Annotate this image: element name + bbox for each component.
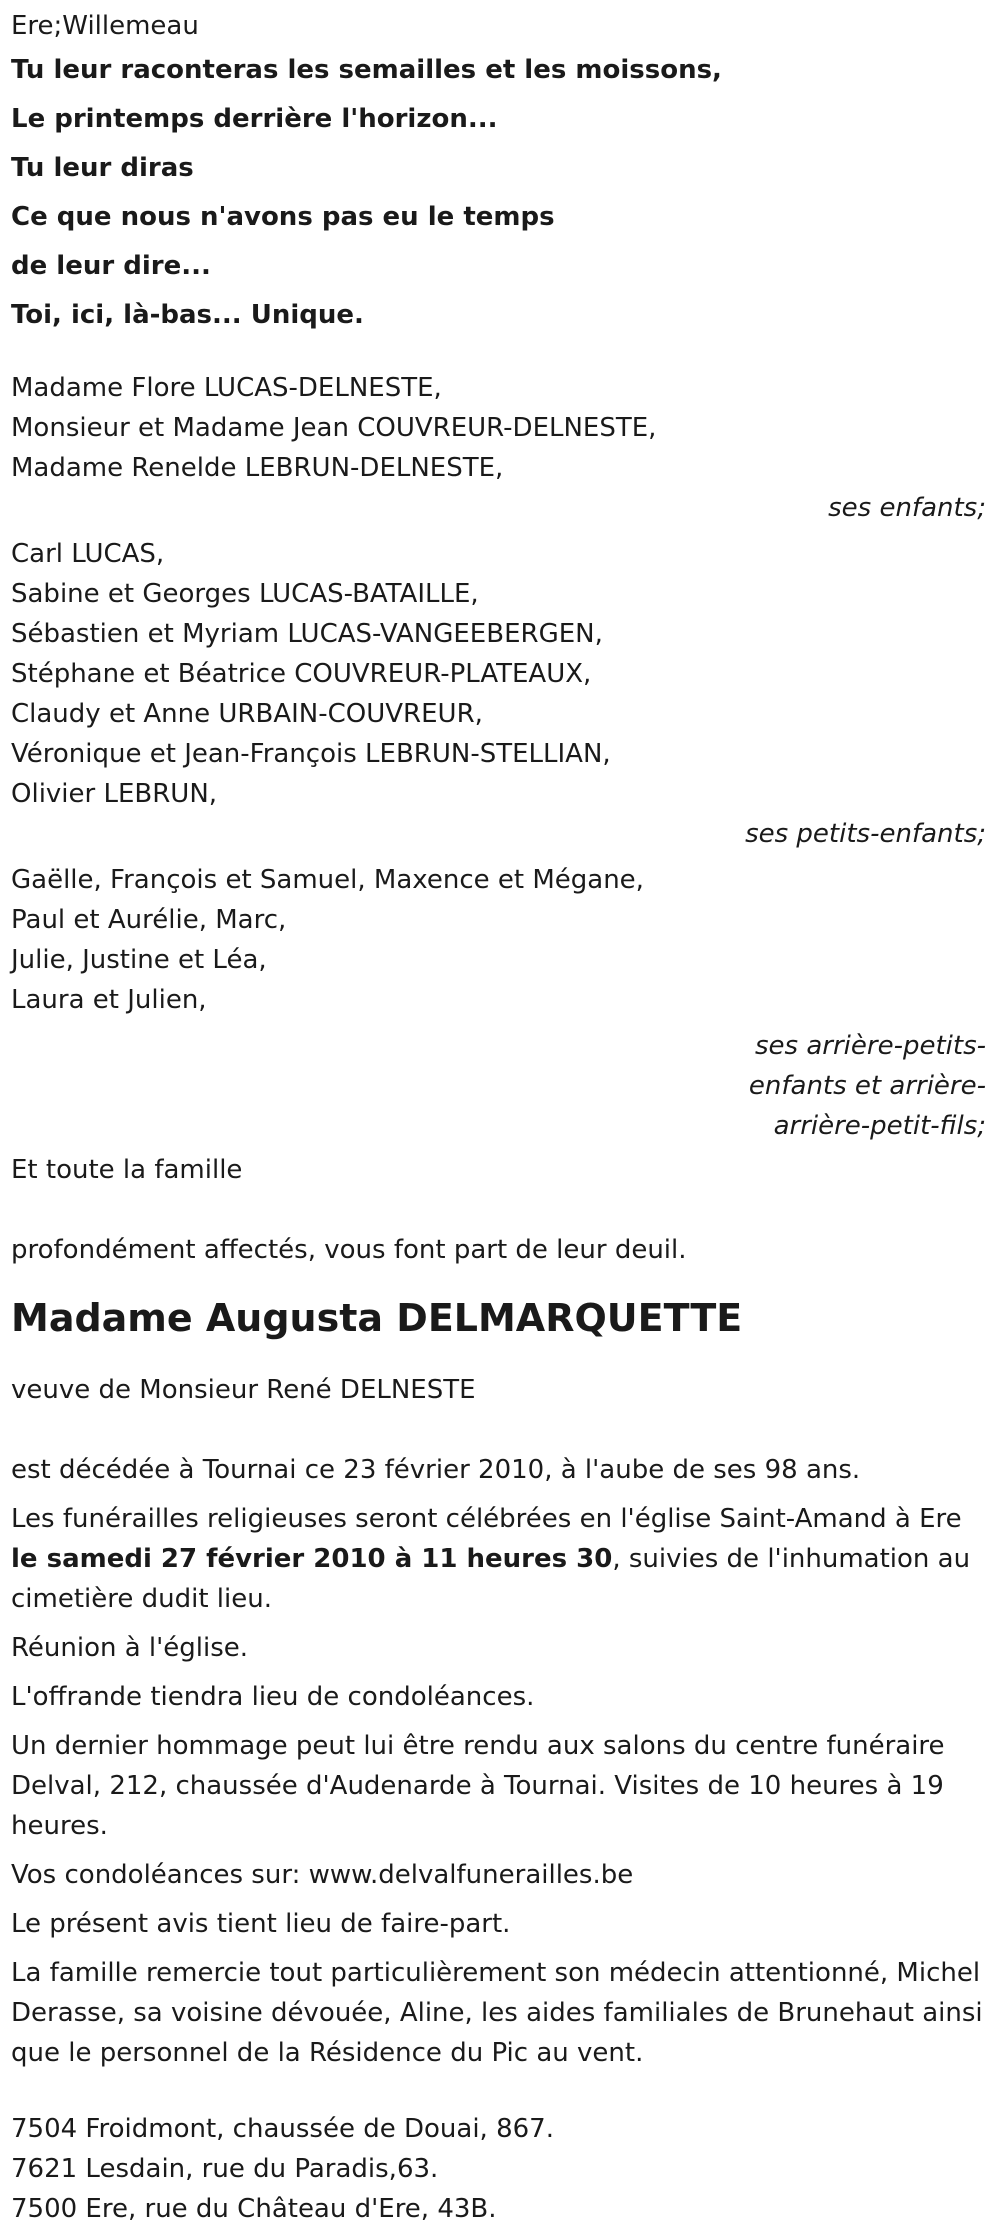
relation-label: enfants et arrière-	[748, 1071, 986, 1101]
affected-line: profondément affectés, vous font part de leur deuil.	[11, 1235, 687, 1265]
announcement	[11, 1450, 986, 2073]
family-member: Gaëlle, François et Samuel, Maxence et Mégane,	[11, 865, 644, 895]
family-member: Sébastien et Myriam LUCAS-VANGEEBERGEN,	[11, 619, 603, 649]
widow-of-line: veuve de Monsieur René DELNESTE	[11, 1375, 476, 1405]
deceased-name: Madame Augusta DELMARQUETTE	[11, 1296, 743, 1340]
poem-line: Tu leur diras	[11, 153, 194, 183]
poem	[11, 46, 986, 340]
death-notice: est décédée à Tournai ce 23 février 2010, à l'aube de ses 98 ans.	[11, 1455, 861, 1485]
addresses	[11, 2109, 986, 2229]
address-line: 7621 Lesdain, rue du Paradis,63.	[11, 2154, 439, 2184]
family-member: Olivier LEBRUN,	[11, 779, 218, 809]
great-grandchildren-section	[11, 860, 986, 1146]
poem-line: Le printemps derrière l'horizon...	[11, 104, 498, 134]
funeral-rest: , suivies de l'inhumation au cimetière dudit lieu.	[11, 1544, 971, 1614]
poem-line: Toi, ici, là-bas... Unique.	[11, 300, 364, 330]
family-member: Monsieur et Madame Jean COUVREUR-DELNESTE,	[11, 413, 657, 443]
relation-label: arrière-petit-fils;	[773, 1111, 986, 1141]
obituary-notice	[11, 0, 986, 2229]
family-member: Laura et Julien,	[11, 985, 207, 1015]
poem-line: Ce que nous n'avons pas eu le temps	[11, 202, 555, 232]
address-line: 7500 Ere, rue du Château d'Ere, 43B.	[11, 2194, 497, 2224]
funeral-intro: Les funérailles religieuses seront célébrées en l'église Saint-Amand à Ere	[11, 1504, 962, 1534]
meeting-line: Réunion à l'église.	[11, 1633, 249, 1663]
notice-line: Le présent avis tient lieu de faire-part.	[11, 1909, 511, 1939]
family-member: Julie, Justine et Léa,	[11, 945, 267, 975]
poem-line: Tu leur raconteras les semailles et les moissons,	[11, 55, 722, 85]
family-member: Carl LUCAS,	[11, 539, 165, 569]
relation-label: ses arrière-petits-	[755, 1031, 986, 1061]
tribute-paragraph: Un dernier hommage peut lui être rendu aux salons du centre funéraire Delval, 212, chaussée d'Audenarde à Tournai. Visites de 10 heures à 19 heures.	[11, 1731, 945, 1841]
address-line: 7504 Froidmont, chaussée de Douai, 867.	[11, 2114, 554, 2144]
poem-line: de leur dire...	[11, 251, 211, 281]
family-member: Véronique et Jean-François LEBRUN-STELLIAN,	[11, 739, 611, 769]
family-member: Stéphane et Béatrice COUVREUR-PLATEAUX,	[11, 659, 592, 689]
family-member: Claudy et Anne URBAIN-COUVREUR,	[11, 699, 483, 729]
relation-label: ses petits-enfants;	[745, 819, 986, 849]
family-line: Et toute la famille	[11, 1155, 243, 1185]
grandchildren-section	[11, 534, 986, 854]
family-member: Madame Renelde LEBRUN-DELNESTE,	[11, 453, 504, 483]
condolences-line: Vos condoléances sur: www.delvalfunerailles.be	[11, 1860, 634, 1890]
location-header: Ere;Willemeau	[11, 11, 199, 41]
thanks-paragraph: La famille remercie tout particulièrement son médecin attentionné, Michel Derasse, sa voisine dévouée, Aline, les aides familiales de Brunehaut ainsi que le personnel de la Résidence du Pic au vent.	[11, 1958, 983, 2068]
children-section	[11, 368, 986, 528]
family-member: Sabine et Georges LUCAS-BATAILLE,	[11, 579, 479, 609]
relation-label: ses enfants;	[828, 493, 986, 523]
family-member: Paul et Aurélie, Marc,	[11, 905, 287, 935]
funeral-date: le samedi 27 février 2010 à 11 heures 30	[11, 1544, 613, 1574]
funeral-paragraph	[11, 1499, 986, 1619]
family-member: Madame Flore LUCAS-DELNESTE,	[11, 373, 442, 403]
offering-line: L'offrande tiendra lieu de condoléances.	[11, 1682, 535, 1712]
